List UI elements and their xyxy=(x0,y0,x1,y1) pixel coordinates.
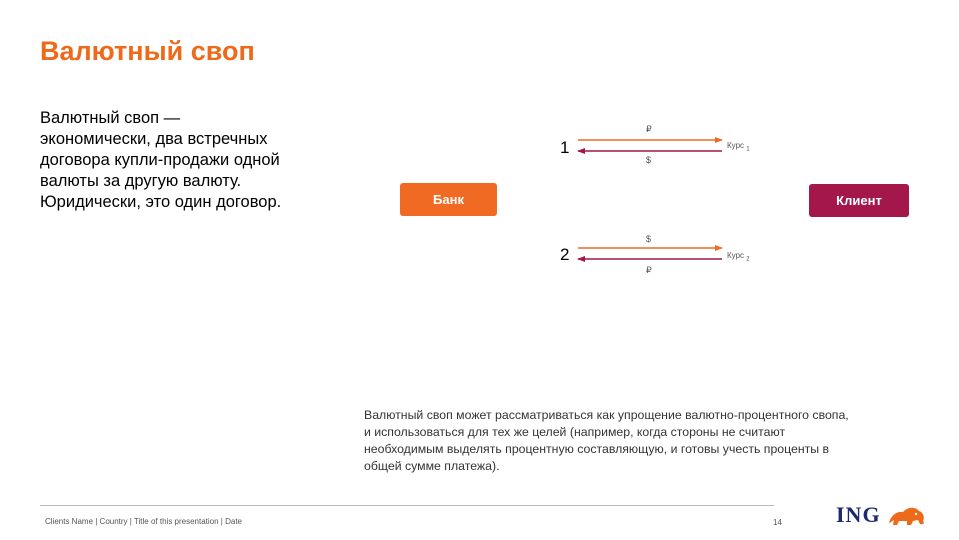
step2-bottom-currency: ₽ xyxy=(646,265,652,275)
step2-top-currency: $ xyxy=(646,234,652,244)
step1-rate xyxy=(727,141,750,153)
step2-rate-label: Курс xyxy=(727,251,745,260)
step1-rate-label: Курс xyxy=(727,141,745,150)
ing-logo-text: ING xyxy=(836,502,881,527)
step2-rate xyxy=(727,251,750,263)
step1-rate-index: 1 xyxy=(746,146,750,153)
lion-icon xyxy=(885,503,929,527)
client-box: Клиент xyxy=(809,184,909,217)
definition-text: Валютный своп — экономически, два встречных договора купли-продажи одной валюты за другую валюту. Юридически, это один договор. xyxy=(40,109,282,211)
step2-rate-index: 2 xyxy=(746,256,750,263)
step1-bottom-currency: $ xyxy=(646,155,652,165)
step1-top-currency: ₽ xyxy=(646,124,652,134)
step2-number: 2 xyxy=(560,245,570,264)
footer-text: Clients Name | Country | Title of this presentation | Date xyxy=(45,517,242,526)
footer-divider xyxy=(40,505,774,506)
bank-box: Банк xyxy=(400,183,497,216)
explanation-note: Валютный своп может рассматриваться как упрощение валютно-процентного свопа, и использоваться для тех же целей (например, когда стороны не считают необходимым выделять процентную составляющую, и готовы учесть проценты в общей сумме платежа). xyxy=(364,408,849,473)
step1-number: 1 xyxy=(560,138,570,157)
page-number: 14 xyxy=(773,518,782,527)
ing-logo xyxy=(836,502,929,528)
slide-title: Валютный своп xyxy=(40,36,255,66)
